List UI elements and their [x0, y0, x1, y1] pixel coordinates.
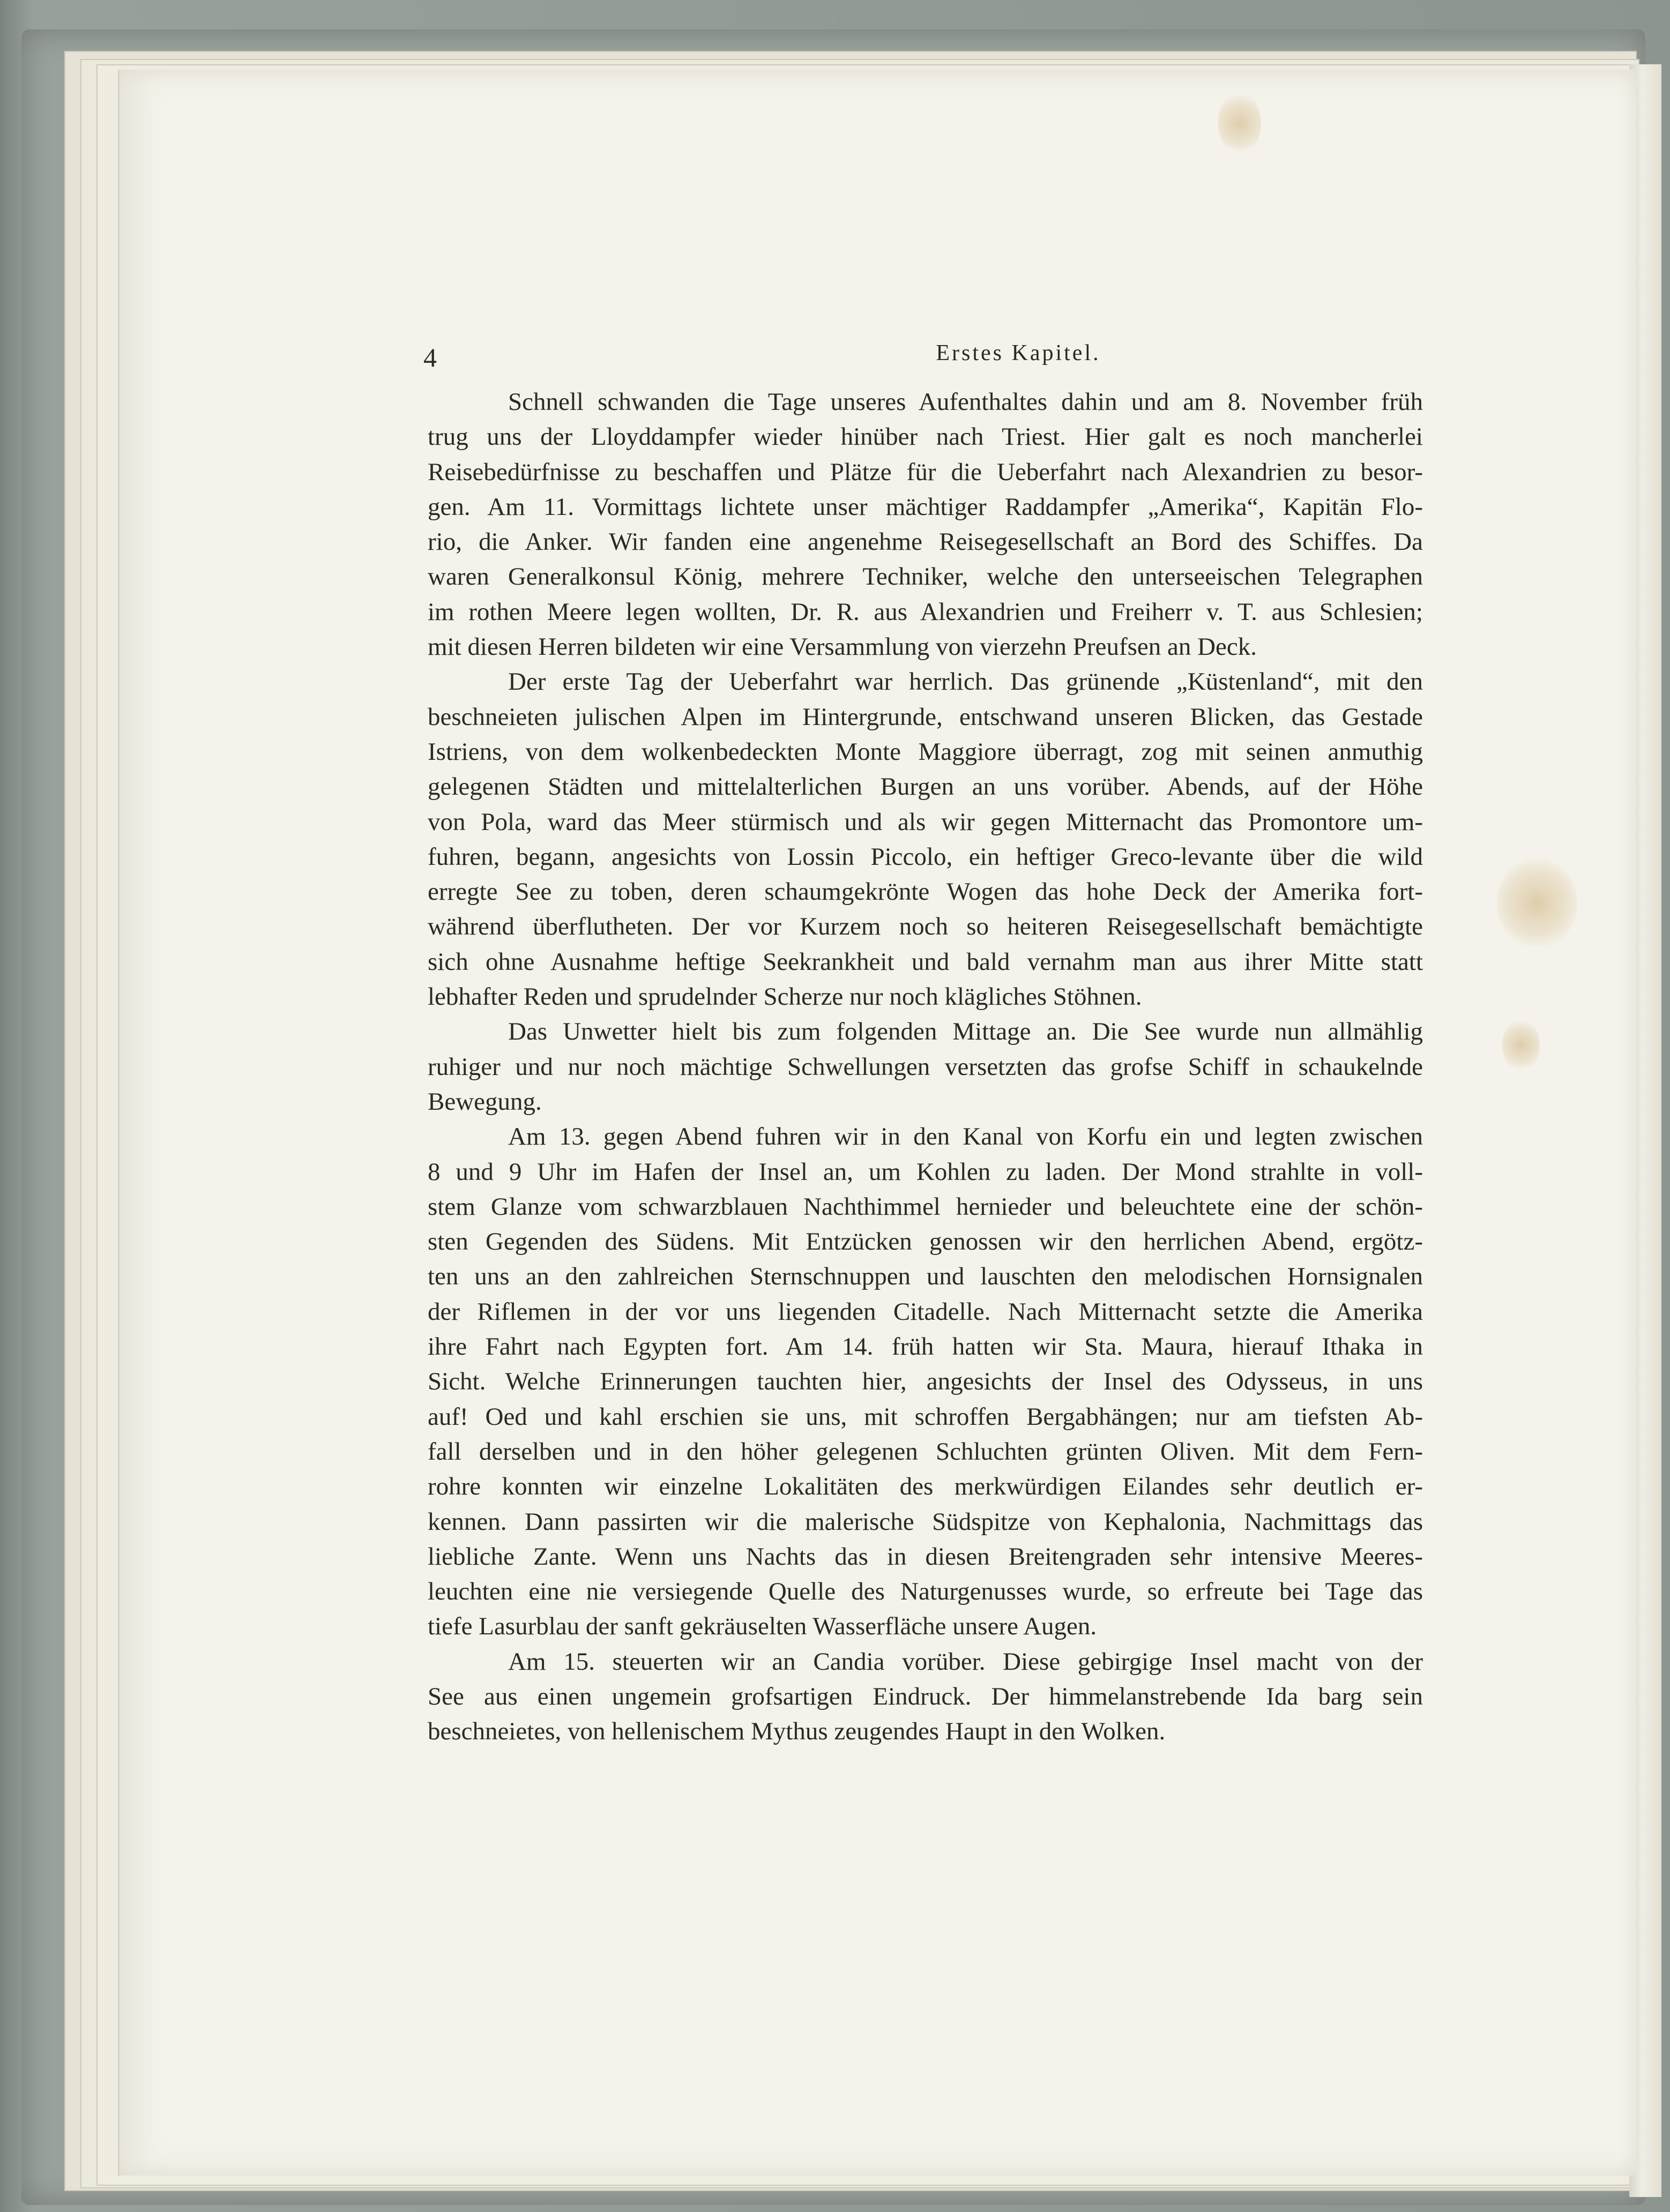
- body-text: [428, 385, 1423, 1750]
- text-line: sten Gegenden des Südens. Mit Entzücken genossen wir den herrlichen Abend, ergötz-: [428, 1228, 1423, 1256]
- paragraph: [428, 664, 1423, 1014]
- text-line: Reisebedürfnisse zu beschaffen und Plätze für die Ueberfahrt nach Alexandrien zu besor-: [428, 458, 1423, 486]
- text-line: im rothen Meere legen wollten, Dr. R. aus Alexandrien und Freiherr v. T. aus Schlesien;: [428, 597, 1423, 626]
- text-line: Am 15. steuerten wir an Candia vorüber. Diese gebirgige Insel macht von der: [508, 1647, 1423, 1676]
- text-line: See aus einen ungemein grofsartigen Eindruck. Der himmelanstrebende Ida barg sein: [428, 1682, 1423, 1710]
- text-line: sich ohne Ausnahme heftige Seekrankheit und bald vernahm man aus ihrer Mitte statt: [428, 947, 1423, 976]
- paragraph: [428, 1014, 1423, 1119]
- text-line: ten uns an den zahlreichen Sternschnuppen und lauschten den melodischen Hornsignalen: [428, 1262, 1423, 1291]
- text-line: auf! Oed und kahl erschien sie uns, mit schroffen Bergabhängen; nur am tiefsten Ab-: [428, 1402, 1423, 1431]
- text-line: während überflutheten. Der vor Kurzem noch so heiteren Reisegesellschaft bemächtigte: [428, 913, 1423, 941]
- text-line: 8 und 9 Uhr im Hafen der Insel an, um Kohlen zu laden. Der Mond strahlte in voll-: [428, 1157, 1423, 1186]
- text-line: rio, die Anker. Wir fanden eine angenehme Reisegesellschaft an Bord des Schiffes. Da: [428, 528, 1423, 556]
- text-line: Bewegung.: [428, 1087, 542, 1116]
- text-line: erregte See zu toben, deren schaumgekrönte Wogen das hohe Deck der Amerika fort-: [428, 878, 1423, 906]
- foxing-spot: [1497, 857, 1577, 948]
- paragraph: [428, 385, 1423, 664]
- text-line: trug uns der Lloyddampfer wieder hinüber nach Triest. Hier galt es noch mancherlei: [428, 423, 1423, 451]
- text-line: waren Generalkonsul König, mehrere Techniker, welche den unterseeischen Telegraphen: [428, 563, 1423, 591]
- text-line: der Riflemen in der vor uns liegenden Citadelle. Nach Mitternacht setzte die Amerika: [428, 1297, 1423, 1326]
- text-line: tiefe Lasurblau der sanft gekräuselten Wasserfläche unsere Augen.: [428, 1612, 1097, 1641]
- text-line: kennen. Dann passirten wir die malerische Südspitze von Kephalonia, Nachmittags das: [428, 1507, 1423, 1536]
- text-line: Das Unwetter hielt bis zum folgenden Mittage an. Die See wurde nun allmählig: [508, 1018, 1423, 1046]
- paragraph: [428, 1645, 1423, 1750]
- text-line: lebhafter Reden und sprudelnder Scherze nur noch klägliches Stöhnen.: [428, 983, 1142, 1011]
- foxing-spot: [1502, 1018, 1540, 1072]
- text-line: mit diesen Herren bildeten wir eine Versammlung von vierzehn Preufsen an Deck.: [428, 633, 1257, 661]
- text-line: gelegenen Städten und mittelalterlichen Burgen an uns vorüber. Abends, auf der Höhe: [428, 773, 1423, 801]
- text-line: gen. Am 11. Vormittags lichtete unser mächtiger Raddampfer „Amerika“, Kapitän Flo-: [428, 492, 1423, 521]
- running-head: Erstes Kapitel.: [936, 341, 1101, 365]
- text-line: beschneietes, von hellenischem Mythus zeugendes Haupt in den Wolken.: [428, 1717, 1166, 1746]
- page-number: 4: [423, 342, 437, 372]
- text-line: Schnell schwanden die Tage unseres Aufenthaltes dahin und am 8. November früh: [508, 388, 1423, 416]
- text-line: Am 13. gegen Abend fuhren wir in den Kanal von Korfu ein und legten zwischen: [508, 1123, 1423, 1151]
- paragraph: [428, 1119, 1423, 1644]
- text-line: Sicht. Welche Erinnerungen tauchten hier, angesichts der Insel des Odysseus, in uns: [428, 1367, 1423, 1396]
- text-line: Der erste Tag der Ueberfahrt war herrlich. Das grünende „Küstenland“, mit den: [508, 668, 1423, 696]
- text-line: fuhren, begann, angesichts von Lossin Piccolo, ein heftiger Greco-levante über die wild: [428, 842, 1423, 871]
- text-line: ihre Fahrt nach Egypten fort. Am 14. früh hatten wir Sta. Maura, hierauf Ithaka in: [428, 1333, 1423, 1361]
- text-line: beschneieten julischen Alpen im Hintergrunde, entschwand unseren Blicken, das Gestade: [428, 703, 1423, 731]
- text-line: fall derselben und in den höher gelegenen Schluchten grünten Oliven. Mit dem Fern-: [428, 1437, 1423, 1466]
- foxing-spot: [1218, 91, 1261, 155]
- text-line: liebliche Zante. Wenn uns Nachts das in diesen Breitengraden sehr intensive Meeres-: [428, 1542, 1423, 1571]
- text-line: von Pola, ward das Meer stürmisch und als wir gegen Mitternacht das Promontore um-: [428, 808, 1423, 836]
- text-line: leuchten eine nie versiegende Quelle des Naturgenusses wurde, so erfreute bei Tage das: [428, 1578, 1423, 1606]
- text-line: ruhiger und nur noch mächtige Schwellungen versetzten das grofse Schiff in schaukelnde: [428, 1052, 1423, 1081]
- text-line: Istriens, von dem wolkenbedeckten Monte Maggiore überragt, zog mit seinen anmuthig: [428, 737, 1423, 766]
- text-line: rohre konnten wir einzelne Lokalitäten des merkwürdigen Eilandes sehr deutlich er-: [428, 1473, 1423, 1501]
- text-line: stem Glanze vom schwarzblauen Nachthimmel hernieder und beleuchtete eine der schön-: [428, 1192, 1423, 1221]
